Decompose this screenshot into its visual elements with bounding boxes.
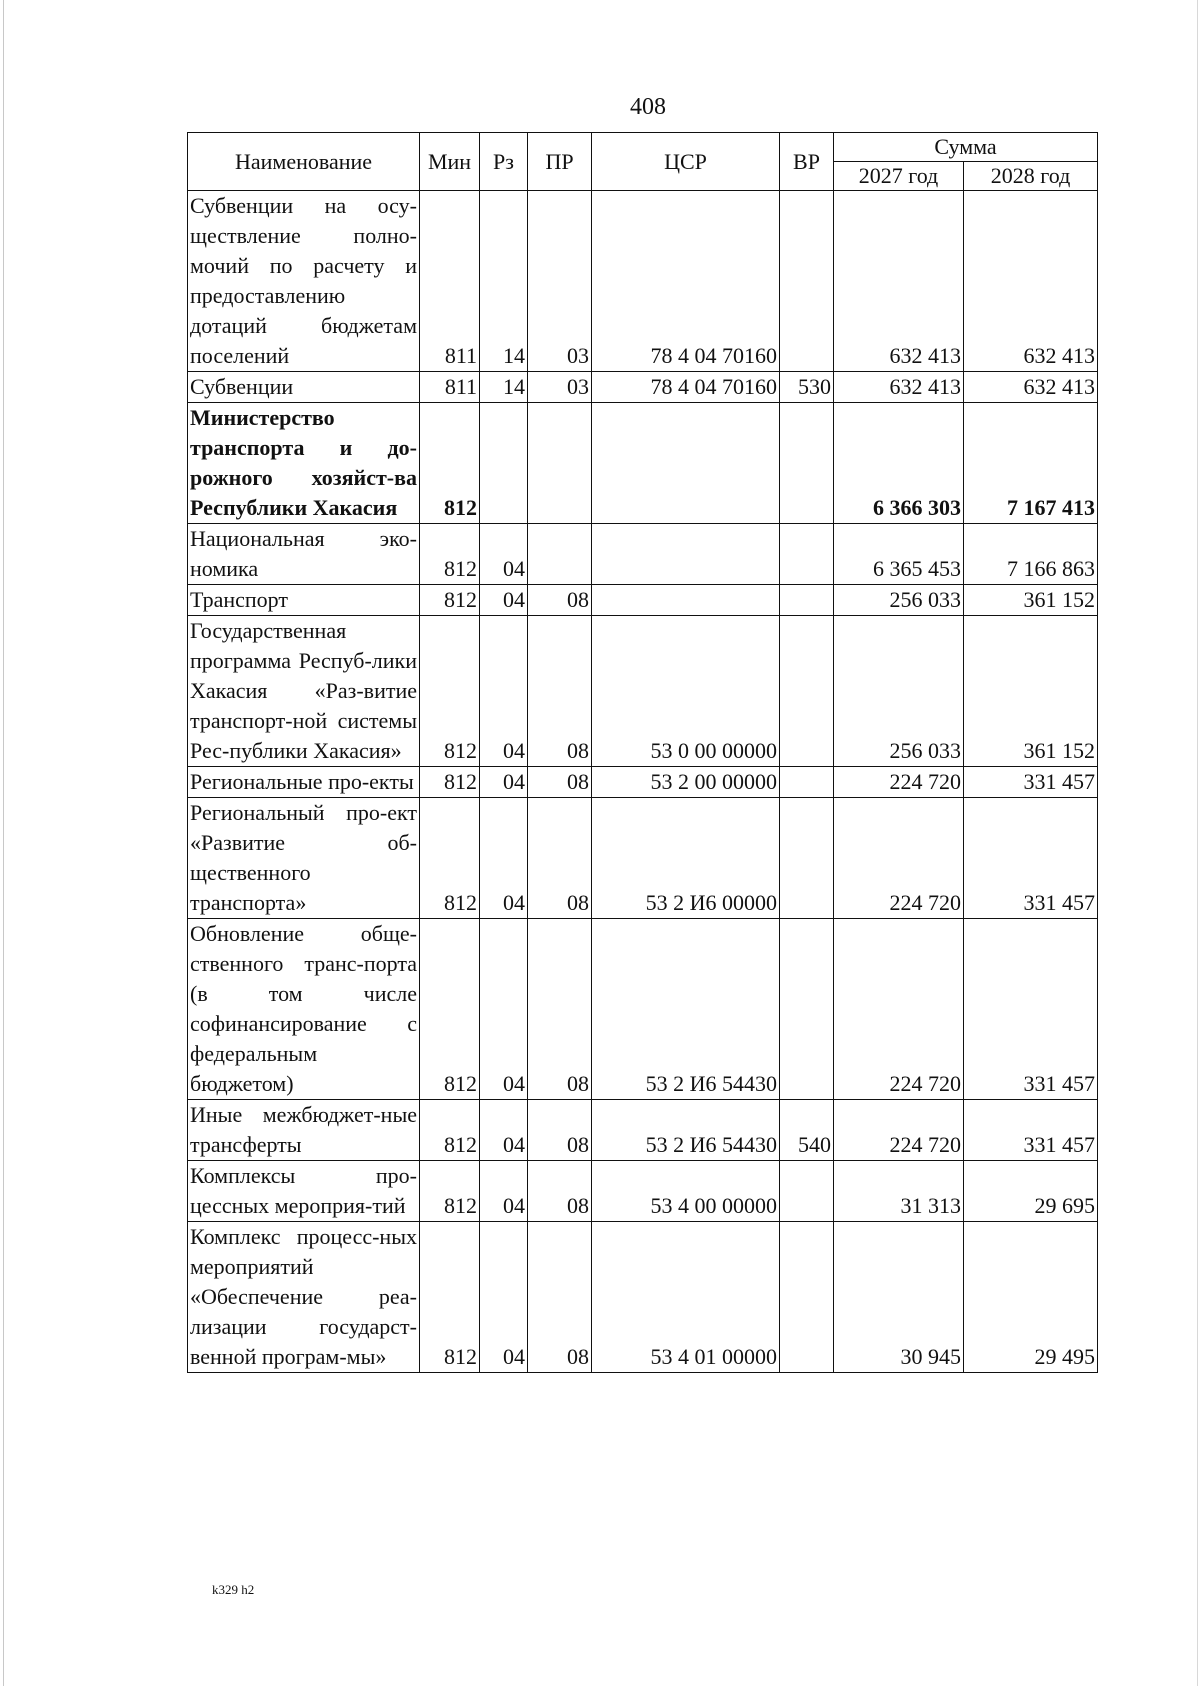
cell-vr bbox=[780, 1222, 834, 1373]
cell-vr bbox=[780, 616, 834, 767]
cell-vr bbox=[780, 403, 834, 524]
cell-rz: 14 bbox=[480, 372, 528, 403]
cell-csr bbox=[592, 403, 780, 524]
header-name: Наименование bbox=[188, 133, 420, 191]
cell-min: 812 bbox=[420, 524, 480, 585]
cell-2027: 224 720 bbox=[834, 919, 964, 1100]
budget-table bbox=[187, 132, 1098, 1373]
cell-2028: 29 495 bbox=[964, 1222, 1098, 1373]
cell-rz bbox=[480, 403, 528, 524]
cell-2028: 331 457 bbox=[964, 919, 1098, 1100]
table-row bbox=[188, 191, 1098, 372]
cell-name: Региональные про-екты bbox=[188, 767, 420, 798]
cell-2027: 632 413 bbox=[834, 191, 964, 372]
cell-min: 811 bbox=[420, 372, 480, 403]
cell-csr: 53 2 И6 54430 bbox=[592, 919, 780, 1100]
cell-vr bbox=[780, 798, 834, 919]
cell-2028: 7 166 863 bbox=[964, 524, 1098, 585]
cell-2028: 361 152 bbox=[964, 585, 1098, 616]
cell-min: 812 bbox=[420, 798, 480, 919]
cell-name: Иные межбюджет-ные трансферты bbox=[188, 1100, 420, 1161]
cell-rz: 04 bbox=[480, 767, 528, 798]
cell-csr: 53 4 00 00000 bbox=[592, 1161, 780, 1222]
header-2027: 2027 год bbox=[834, 162, 964, 191]
header-vr: ВР bbox=[780, 133, 834, 191]
header-pr: ПР bbox=[528, 133, 592, 191]
header-row bbox=[188, 133, 1098, 162]
table-row bbox=[188, 1222, 1098, 1373]
table-row bbox=[188, 798, 1098, 919]
cell-min: 812 bbox=[420, 585, 480, 616]
cell-2028: 331 457 bbox=[964, 1100, 1098, 1161]
cell-2028: 331 457 bbox=[964, 767, 1098, 798]
cell-name: Комплексы про-цессных мероприя-тий bbox=[188, 1161, 420, 1222]
cell-2027: 632 413 bbox=[834, 372, 964, 403]
cell-vr bbox=[780, 919, 834, 1100]
cell-vr bbox=[780, 1161, 834, 1222]
cell-vr bbox=[780, 767, 834, 798]
cell-rz: 04 bbox=[480, 798, 528, 919]
cell-2028: 29 695 bbox=[964, 1161, 1098, 1222]
cell-vr: 530 bbox=[780, 372, 834, 403]
cell-2028: 7 167 413 bbox=[964, 403, 1098, 524]
cell-min: 812 bbox=[420, 919, 480, 1100]
cell-rz: 04 bbox=[480, 524, 528, 585]
cell-min: 812 bbox=[420, 1161, 480, 1222]
header-min: Мин bbox=[420, 133, 480, 191]
cell-pr: 08 bbox=[528, 919, 592, 1100]
cell-csr: 53 4 01 00000 bbox=[592, 1222, 780, 1373]
cell-pr: 08 bbox=[528, 1222, 592, 1373]
cell-pr: 08 bbox=[528, 616, 592, 767]
cell-csr: 78 4 04 70160 bbox=[592, 191, 780, 372]
cell-2027: 224 720 bbox=[834, 1100, 964, 1161]
cell-pr bbox=[528, 524, 592, 585]
cell-min: 812 bbox=[420, 1222, 480, 1373]
cell-csr: 53 2 И6 00000 bbox=[592, 798, 780, 919]
table-body bbox=[188, 191, 1098, 1373]
header-sum: Сумма bbox=[834, 133, 1098, 162]
cell-pr: 08 bbox=[528, 1161, 592, 1222]
cell-name: Национальная эко-номика bbox=[188, 524, 420, 585]
cell-2027: 256 033 bbox=[834, 616, 964, 767]
table-row bbox=[188, 1161, 1098, 1222]
cell-name: Региональный про-ект «Развитие об-щественного транспорта» bbox=[188, 798, 420, 919]
cell-name: Государственная программа Респуб-лики Хакасия «Раз-витие транспорт-ной системы Рес-публики Хакасия» bbox=[188, 616, 420, 767]
cell-rz: 04 bbox=[480, 1100, 528, 1161]
cell-min: 812 bbox=[420, 403, 480, 524]
cell-2027: 31 313 bbox=[834, 1161, 964, 1222]
table-row bbox=[188, 372, 1098, 403]
cell-2027: 224 720 bbox=[834, 767, 964, 798]
table-row bbox=[188, 616, 1098, 767]
cell-pr: 03 bbox=[528, 372, 592, 403]
cell-rz: 04 bbox=[480, 1161, 528, 1222]
cell-pr: 08 bbox=[528, 585, 592, 616]
header-rz: Рз bbox=[480, 133, 528, 191]
cell-2028: 331 457 bbox=[964, 798, 1098, 919]
page-number: 408 bbox=[630, 94, 666, 120]
cell-csr: 78 4 04 70160 bbox=[592, 372, 780, 403]
cell-pr: 08 bbox=[528, 798, 592, 919]
cell-pr: 08 bbox=[528, 1100, 592, 1161]
cell-name: Транспорт bbox=[188, 585, 420, 616]
cell-csr: 53 2 И6 54430 bbox=[592, 1100, 780, 1161]
cell-2027: 224 720 bbox=[834, 798, 964, 919]
cell-csr: 53 2 00 00000 bbox=[592, 767, 780, 798]
cell-2028: 632 413 bbox=[964, 372, 1098, 403]
table-row bbox=[188, 524, 1098, 585]
cell-min: 812 bbox=[420, 616, 480, 767]
cell-csr bbox=[592, 524, 780, 585]
cell-min: 812 bbox=[420, 767, 480, 798]
cell-name: Обновление обще-ственного транс-порта (в том числе софинансирование с федеральным бюджетом) bbox=[188, 919, 420, 1100]
cell-csr: 53 0 00 00000 bbox=[592, 616, 780, 767]
cell-csr bbox=[592, 585, 780, 616]
table-row bbox=[188, 919, 1098, 1100]
cell-name: Комплекс процесс-ных мероприятий «Обеспечение реа-лизации государст-венной програм-мы» bbox=[188, 1222, 420, 1373]
table-row bbox=[188, 1100, 1098, 1161]
scan-right-edge bbox=[1197, 0, 1198, 1686]
cell-rz: 14 bbox=[480, 191, 528, 372]
cell-2027: 6 365 453 bbox=[834, 524, 964, 585]
cell-2028: 361 152 bbox=[964, 616, 1098, 767]
table-row bbox=[188, 403, 1098, 524]
cell-vr bbox=[780, 524, 834, 585]
cell-pr: 03 bbox=[528, 191, 592, 372]
cell-vr bbox=[780, 191, 834, 372]
cell-name: Министерство транспорта и до-рожного хозяйст-ва Республики Хакасия bbox=[188, 403, 420, 524]
cell-rz: 04 bbox=[480, 616, 528, 767]
scan-left-edge bbox=[3, 0, 4, 1686]
cell-2027: 30 945 bbox=[834, 1222, 964, 1373]
table-row bbox=[188, 585, 1098, 616]
cell-pr bbox=[528, 403, 592, 524]
cell-name: Субвенции на осу-ществление полно-мочий по расчету и предоставлению дотаций бюджетам поселений bbox=[188, 191, 420, 372]
cell-2027: 6 366 303 bbox=[834, 403, 964, 524]
cell-pr: 08 bbox=[528, 767, 592, 798]
cell-min: 811 bbox=[420, 191, 480, 372]
header-2028: 2028 год bbox=[964, 162, 1098, 191]
cell-vr bbox=[780, 585, 834, 616]
cell-min: 812 bbox=[420, 1100, 480, 1161]
cell-rz: 04 bbox=[480, 1222, 528, 1373]
footer-code: k329 h2 bbox=[212, 1582, 255, 1597]
cell-name: Субвенции bbox=[188, 372, 420, 403]
cell-2028: 632 413 bbox=[964, 191, 1098, 372]
header-csr: ЦСР bbox=[592, 133, 780, 191]
cell-rz: 04 bbox=[480, 585, 528, 616]
cell-2027: 256 033 bbox=[834, 585, 964, 616]
table-row bbox=[188, 767, 1098, 798]
cell-rz: 04 bbox=[480, 919, 528, 1100]
cell-vr: 540 bbox=[780, 1100, 834, 1161]
